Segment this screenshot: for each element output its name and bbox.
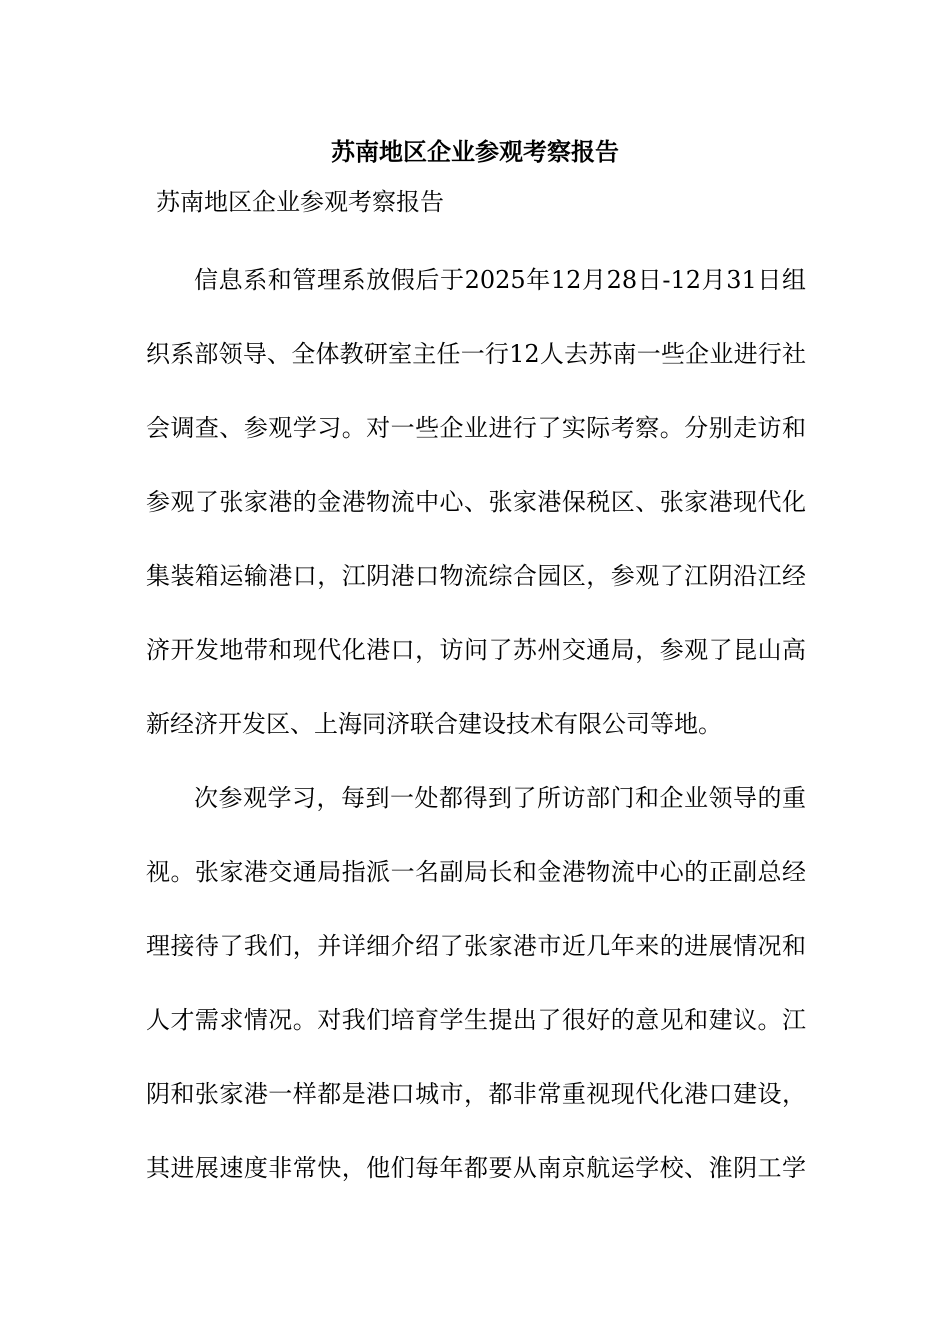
paragraph-line: 其进展速度非常快，他们每年都要从南京航运学校、淮阴工学 — [146, 1154, 806, 1182]
paragraph-line: 集装箱运输港口，江阴港口物流综合园区，参观了江阴沿江经 — [146, 562, 806, 590]
paragraph-line: 人才需求情况。对我们培育学生提出了很好的意见和建议。江 — [146, 1006, 806, 1034]
paragraph-1 — [146, 262, 806, 780]
paragraph-2 — [146, 780, 806, 1224]
paragraph-line: 参观了张家港的金港物流中心、张家港保税区、张家港现代化 — [146, 488, 806, 516]
paragraph-line: 济开发地带和现代化港口，访问了苏州交通局，参观了昆山高 — [146, 636, 806, 664]
paragraph-line: 信息系和管理系放假后于2025年12月28日-12月31日组 — [194, 266, 806, 294]
document-title: 苏南地区企业参观考察报告 — [331, 137, 619, 166]
paragraph-line: 会调查、参观学习。对一些企业进行了实际考察。分别走访和 — [146, 414, 806, 442]
paragraph-line: 阴和张家港一样都是港口城市，都非常重视现代化港口建设， — [146, 1080, 806, 1108]
paragraph-line: 新经济开发区、上海同济联合建设技术有限公司等地。 — [146, 710, 722, 738]
document-subtitle: 苏南地区企业参观考察报告 — [156, 188, 444, 216]
paragraph-line: 织系部领导、全体教研室主任一行12人去苏南一些企业进行社 — [146, 340, 806, 368]
paragraph-line: 理接待了我们，并详细介绍了张家港市近几年来的进展情况和 — [146, 932, 806, 960]
paragraph-line: 次参观学习，每到一处都得到了所访部门和企业领导的重 — [194, 784, 806, 812]
paragraph-line: 视。张家港交通局指派一名副局长和金港物流中心的正副总经 — [146, 858, 806, 886]
